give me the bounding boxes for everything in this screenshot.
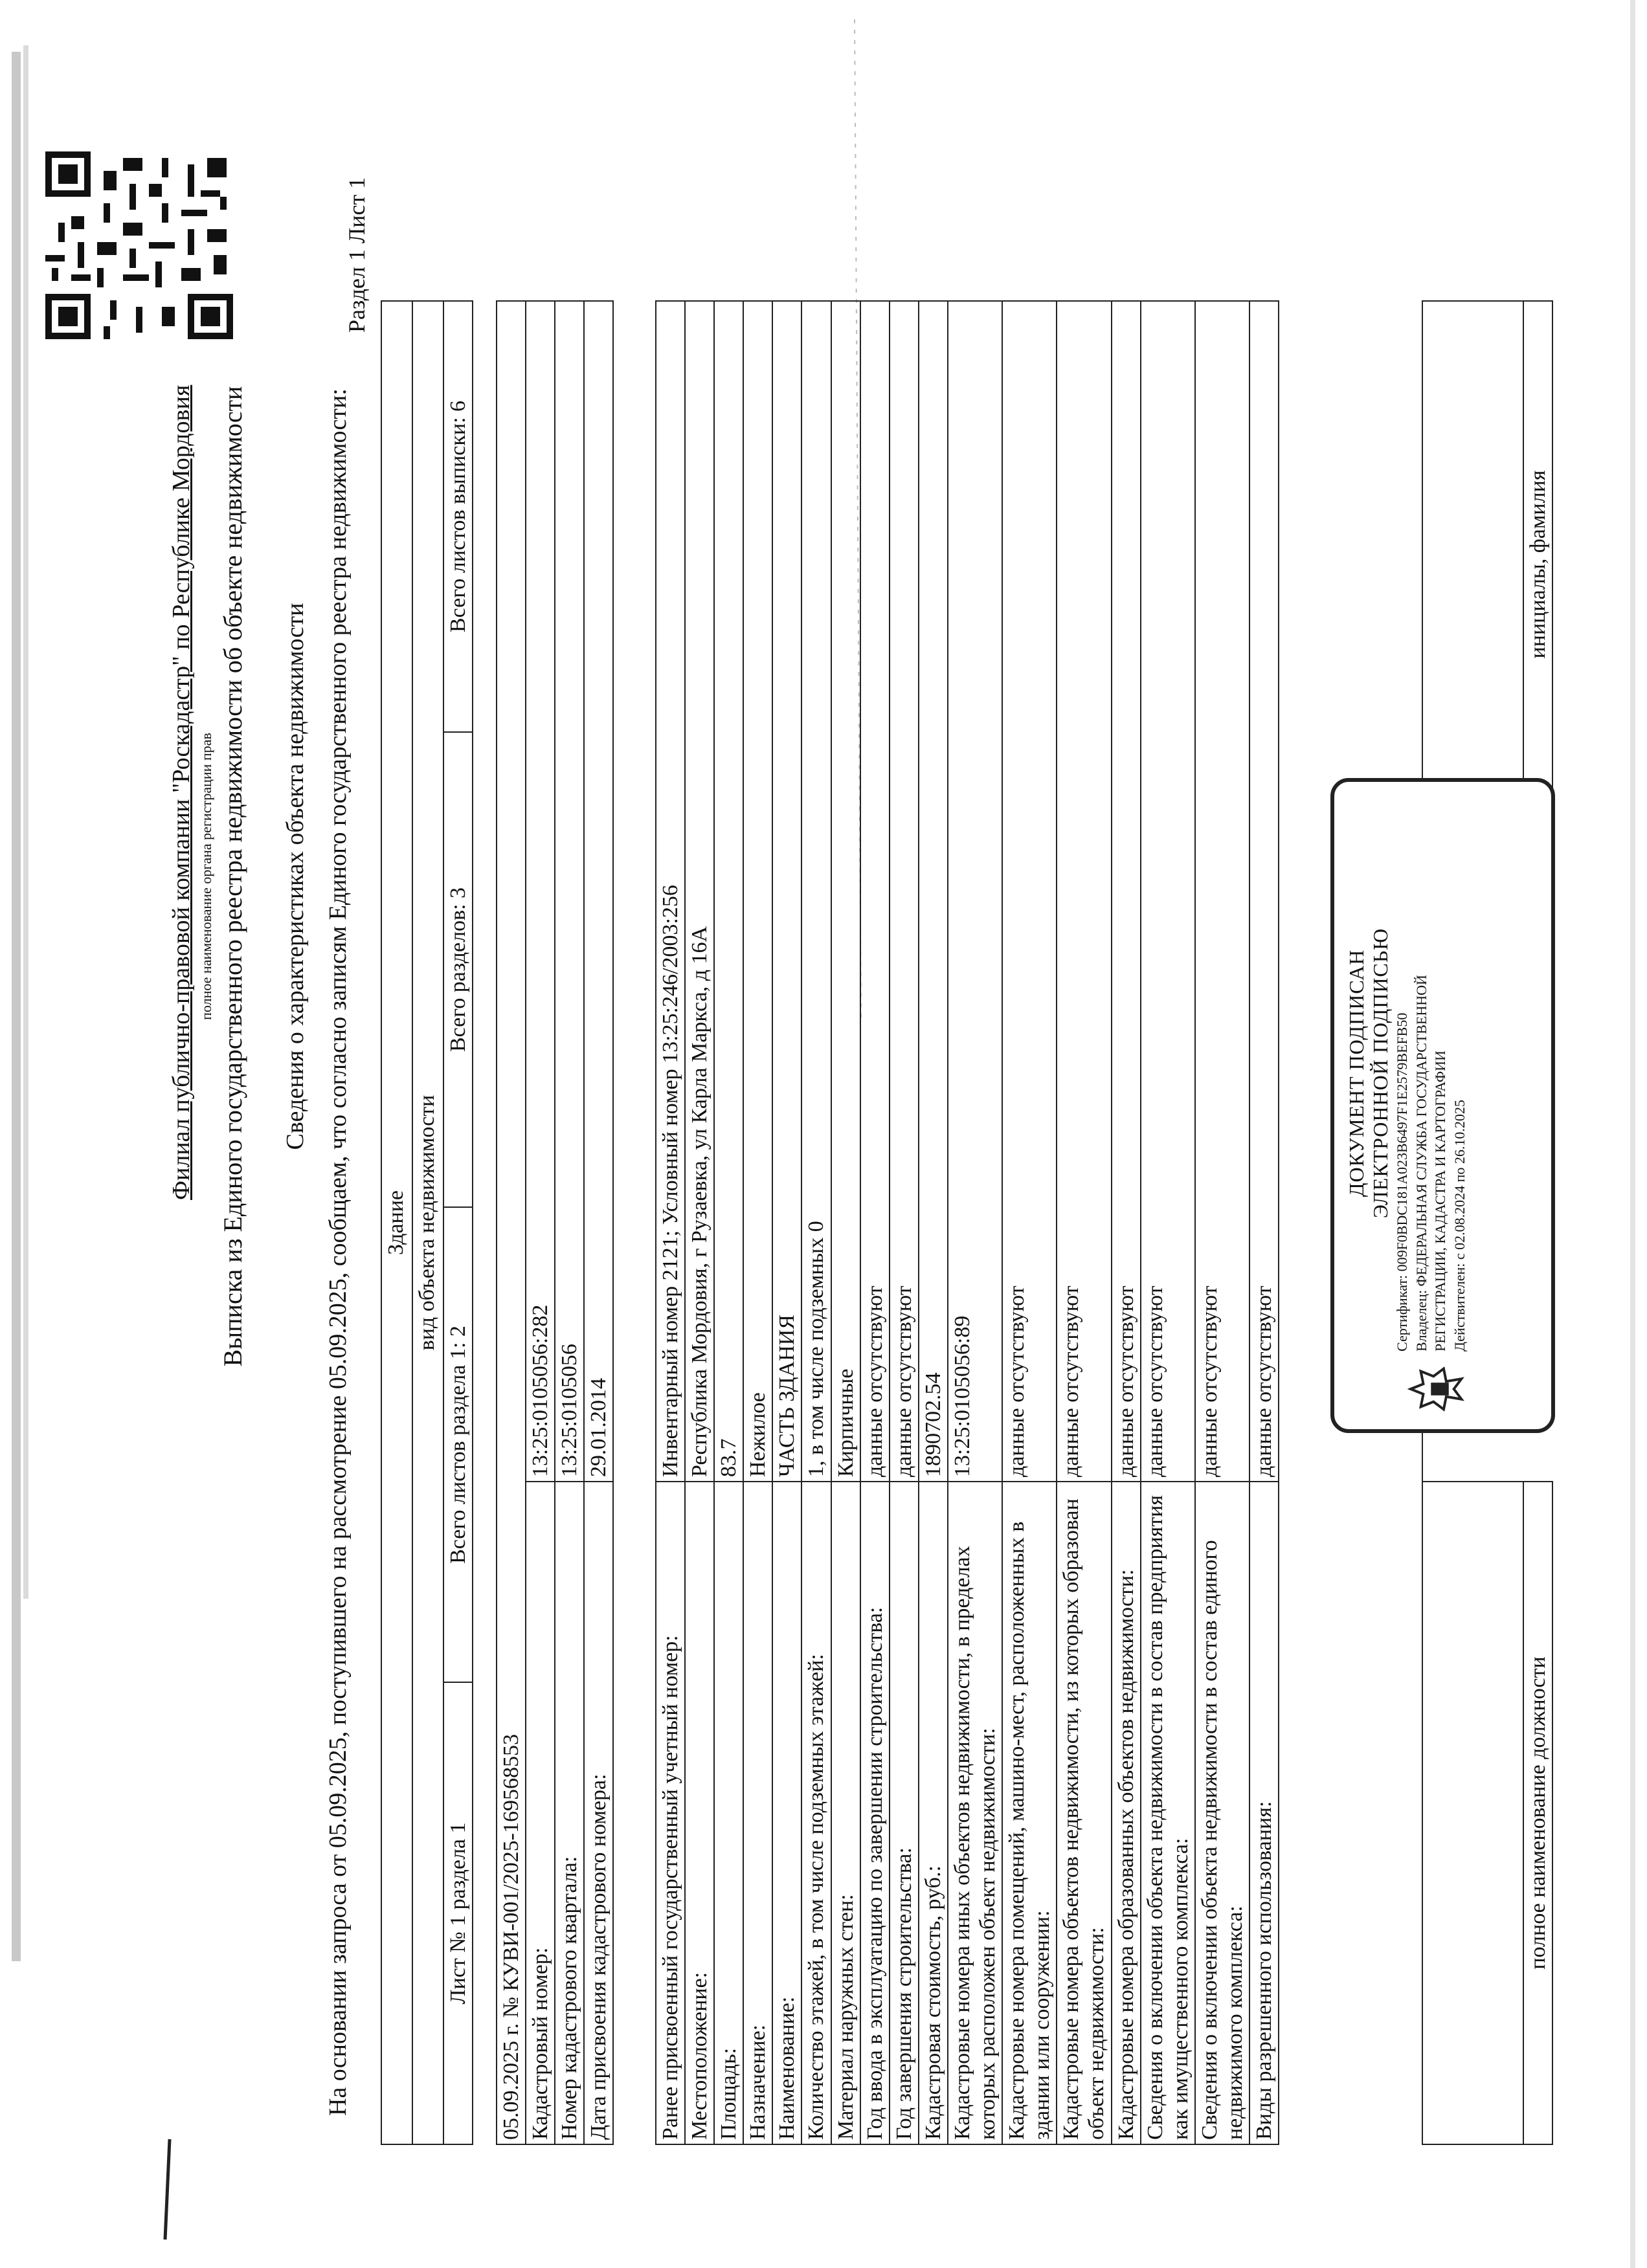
document-title: Выписка из Единого государственного реестра недвижимости об объекте недвижимости — [218, 386, 247, 1367]
row-label: Площадь: — [714, 1482, 743, 2144]
table-row — [860, 301, 890, 2144]
sheets-in-section: Всего листов раздела 1: 2 — [443, 1207, 473, 1682]
table-row — [526, 301, 555, 2144]
sheet-number: Лист № 1 раздела 1 — [443, 1682, 473, 2144]
table-row — [1195, 301, 1249, 2144]
table-row — [1249, 301, 1279, 2144]
document-subtitle: Сведения о характеристиках объекта недвижимости — [282, 603, 309, 1150]
object-type: Здание — [381, 301, 412, 2144]
row-value: ЧАСТЬ ЗДАНИЯ — [772, 301, 801, 1482]
name-label: инициалы, фамилия — [1523, 301, 1552, 828]
table-row — [1057, 301, 1111, 2144]
row-label: Материал наружных стен: — [831, 1482, 860, 2144]
row-value: 13:25:0105056 — [555, 301, 584, 1482]
row-label: Кадастровые номера иных объектов недвижимости, в пределах которых расположен объект недвижимости: — [948, 1482, 1002, 2144]
row-value: Республика Мордовия, г Рузаевка, ул Карла Маркса, д 16А — [685, 301, 714, 1482]
row-value: 29.01.2014 — [584, 301, 613, 1482]
table-row — [1141, 301, 1195, 2144]
stamp-line-2: ЭЛЕКТРОННОЙ ПОДПИСЬЮ — [1369, 928, 1392, 1219]
sheets-total: Всего листов выписки: 6 — [443, 301, 473, 732]
table-row — [584, 301, 613, 2144]
row-label: Местоположение: — [685, 1482, 714, 2144]
request-text: На основании запроса от 05.09.2025, поступившего на рассмотрение 05.09.2025, сообщаем, что согласно записям Единого государственного реестра недвижимости: — [324, 388, 352, 2116]
row-label: Назначение: — [743, 1482, 772, 2144]
stamp-owner: Владелец: ФЕДЕРАЛЬНАЯ СЛУЖБА ГОСУДАРСТВЕННОЙ — [1413, 975, 1429, 1351]
row-label: Номер кадастрового квартала: — [555, 1482, 584, 2144]
row-value: Инвентарный номер 2121; Условный номер 13:25:246/2003:256 — [656, 301, 685, 1482]
row-label: Дата присвоения кадастрового номера: — [584, 1482, 613, 2144]
stamp-owner-2: РЕГИСТРАЦИИ, КАДАСТРА И КАРТОГРАФИИ — [1432, 1051, 1449, 1351]
row-value: данные отсутствуют — [1002, 301, 1057, 1482]
table-row — [555, 301, 584, 2144]
table-row — [831, 301, 860, 2144]
row-value: 13:25:0105056:89 — [948, 301, 1002, 1482]
object-type-caption: вид объекта недвижимости — [412, 301, 443, 2144]
qr-code — [45, 151, 233, 339]
row-label: Кадастровые номера объектов недвижимости, из которых образован объект недвижимости: — [1057, 1482, 1111, 2144]
emblem-icon — [1406, 1363, 1477, 1415]
row-value: данные отсутствуют — [1057, 301, 1111, 1482]
table-row — [656, 301, 685, 2144]
table-row — [919, 301, 948, 2144]
sections-total: Всего разделов: 3 — [443, 732, 473, 1207]
row-label: Сведения о включении объекта недвижимости в состав предприятия как имущественного комплекса: — [1141, 1482, 1195, 2144]
characteristics-table — [655, 300, 1279, 2145]
row-label: Кадастровая стоимость, руб.: — [919, 1482, 948, 2144]
row-label: Год ввода в эксплуатацию по завершении строительства: — [860, 1482, 890, 2144]
table-row — [772, 301, 801, 2144]
stamp-validity: Действителен: с 02.08.2024 по 26.10.2025 — [1451, 1100, 1468, 1351]
row-value: Кирпичные — [831, 301, 860, 1482]
org-name: Филиал публично-правовой компании "Роскадастр" по Республике Мордовия — [168, 384, 195, 1200]
stamp-certificate: Сертификат: 009F0BDC181A023B6497F1E2579BEFB50 — [1394, 1012, 1410, 1351]
row-value: данные отсутствуют — [890, 301, 919, 1482]
table-row — [1002, 301, 1057, 2144]
row-value: данные отсутствуют — [860, 301, 890, 1482]
row-label: Сведения о включении объекта недвижимости в состав единого недвижимого комплекса: — [1195, 1482, 1249, 2144]
object-header-table — [381, 300, 473, 2145]
position-cell — [1422, 1482, 1523, 2144]
cadastral-table — [496, 300, 614, 2145]
row-label: Кадастровый номер: — [526, 1482, 555, 2144]
row-label: Год завершения строительства: — [890, 1482, 919, 2144]
name-cell — [1422, 301, 1523, 828]
table-row — [801, 301, 831, 2144]
table-row — [948, 301, 1002, 2144]
row-value: данные отсутствуют — [1141, 301, 1195, 1482]
row-value: 13:25:0105056:282 — [526, 301, 555, 1482]
row-value: 83.7 — [714, 301, 743, 1482]
table-row — [1112, 301, 1141, 2144]
row-label: Кадастровые номера образованных объектов недвижимости: — [1112, 1482, 1141, 2144]
row-value: данные отсутствуют — [1195, 301, 1249, 1482]
row-value: данные отсутствуют — [1112, 301, 1141, 1482]
table-row — [714, 301, 743, 2144]
table-row — [743, 301, 772, 2144]
stamp-line-1: ДОКУМЕНТ ПОДПИСАН — [1345, 949, 1368, 1197]
position-label: полное наименование должности — [1523, 1482, 1552, 2144]
row-label: Количество этажей, в том числе подземных этажей: — [801, 1482, 831, 2144]
row-label: Кадастровые номера помещений, машино-мест, расположенных в здании или сооружении: — [1002, 1482, 1057, 2144]
section-label: Раздел 1 Лист 1 — [344, 177, 370, 333]
row-label: Ранее присвоенный государственный учетный номер: — [656, 1482, 685, 2144]
row-value: данные отсутствуют — [1249, 301, 1279, 1482]
table-row — [890, 301, 919, 2144]
row-value: 1890702.54 — [919, 301, 948, 1482]
row-label: Наименование: — [772, 1482, 801, 2144]
row-label: Виды разрешенного использования: — [1249, 1482, 1279, 2144]
document-number: 05.09.2025 г. № КУВИ-001/2025-169568553 — [497, 301, 526, 2144]
row-value: 1, в том числе подземных 0 — [801, 301, 831, 1482]
org-subtitle: полное наименование органа регистрации прав — [198, 733, 214, 1020]
electronic-signature-stamp — [1330, 778, 1555, 1433]
row-value: Нежилое — [743, 301, 772, 1482]
table-row — [685, 301, 714, 2144]
